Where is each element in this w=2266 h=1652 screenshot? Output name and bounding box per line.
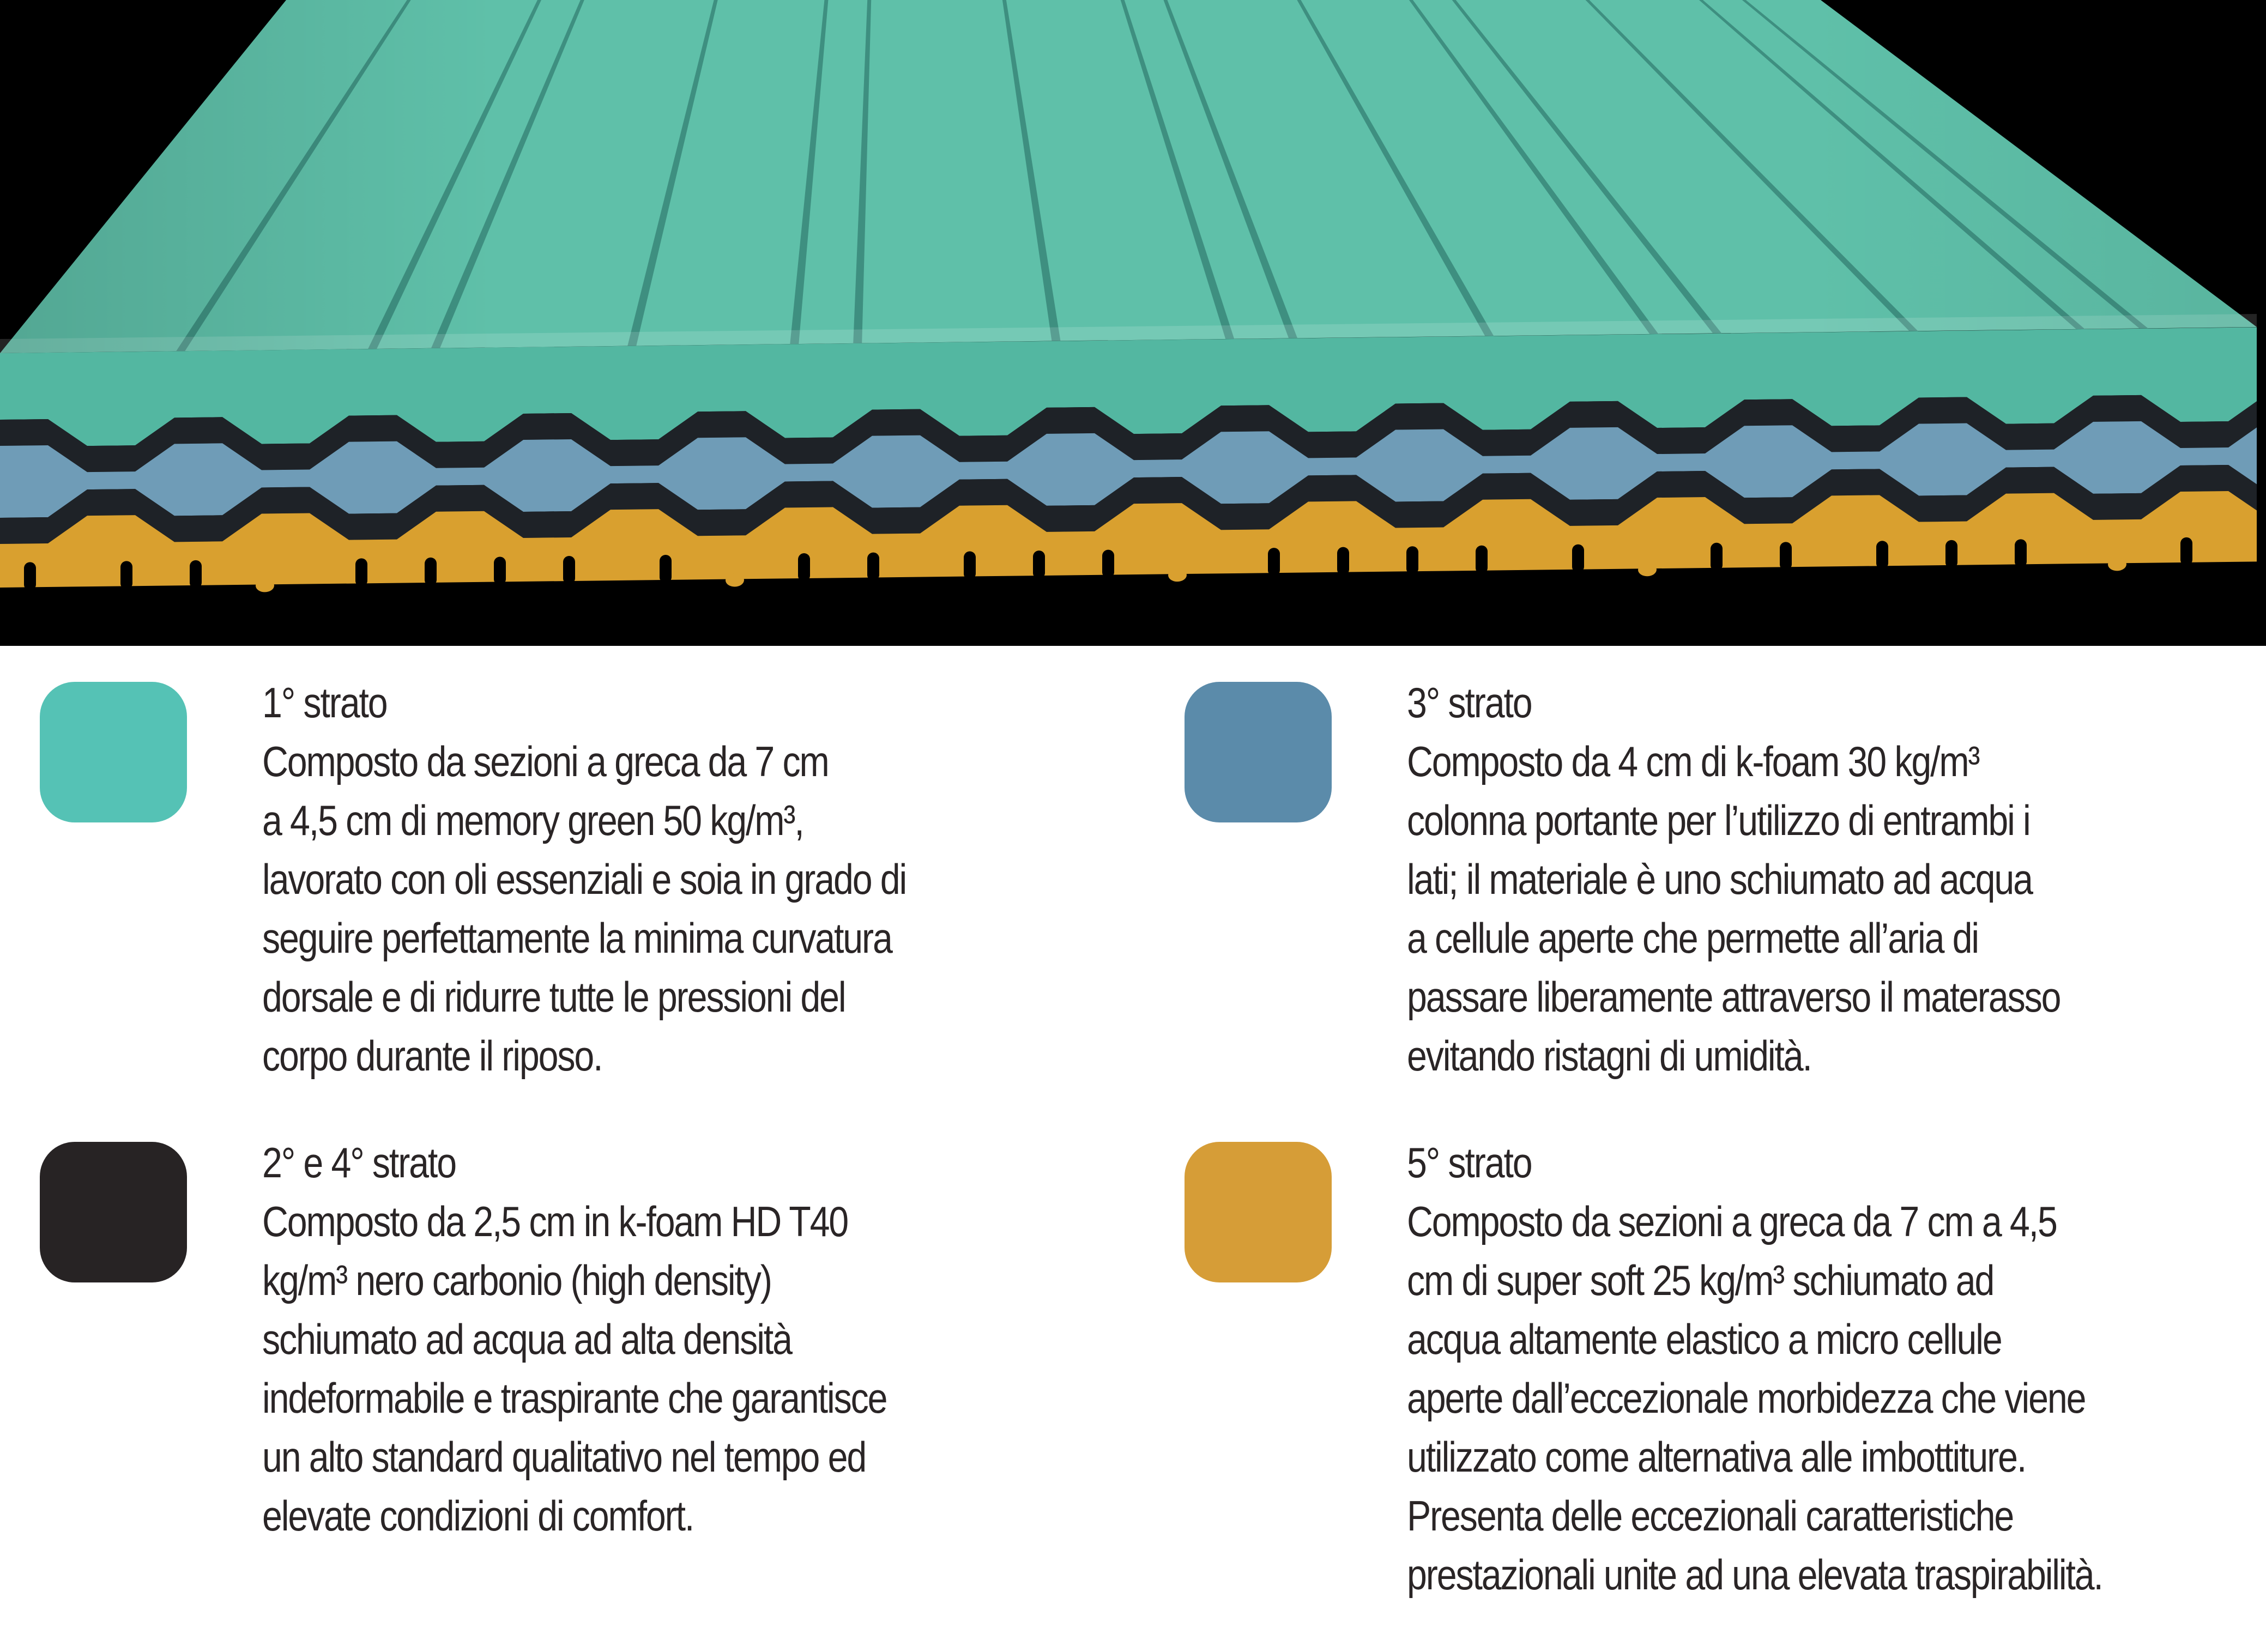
text-line: un alto standard qualitativo nel tempo ed [262,1433,866,1481]
legend-item-title: 3° strato [1407,679,1532,727]
text-line: Composto da 4 cm di k-foam 30 kg/m³ [1407,737,1979,785]
text-line: seguire perfettamente la minima curvatura [262,914,892,962]
mattress-hero [0,0,2266,646]
text-line: passare liberamente attraverso il materasso [1407,973,2060,1021]
text-line: Composto da sezioni a greca da 7 cm a 4,5 [1407,1197,2057,1245]
text-line: prestazionali unite ad una elevata traspirabilità. [1407,1551,2102,1599]
legend-text-strato-2-4 [262,1133,886,1545]
text-line: schiumato ad acqua ad alta densità [262,1315,791,1363]
text-line: acqua altamente elastico a micro cellule [1407,1315,2002,1363]
text-line: Composto da 2,5 cm in k-foam HD T40 [262,1197,848,1245]
text-line: evitando ristagni di umidità. [1407,1032,1811,1080]
text-line: indeformabile e traspirante che garantisce [262,1374,887,1422]
swatch-strato-2-4 [40,1142,187,1282]
text-line: kg/m³ nero carbonio (high density) [262,1256,771,1304]
text-line: a 4,5 cm di memory green 50 kg/m³, [262,796,803,844]
text-line: corpo durante il riposo. [262,1032,602,1080]
swatch-strato-5 [1185,1142,1332,1282]
legend-text-strato-3 [1407,673,2060,1085]
legend [0,646,2266,1652]
legend-text-strato-5 [1407,1133,2102,1604]
text-line: elevate condizioni di comfort. [262,1492,694,1540]
legend-item-title: 2° e 4° strato [262,1139,456,1187]
mattress-illustration [0,0,2266,646]
legend-item-strato-3 [1185,679,2060,1080]
text-line: Presenta delle eccezionali caratteristiche [1407,1492,2014,1540]
text-line: utilizzato come alternativa alle imbottiture. [1407,1433,2026,1481]
swatch-strato-3 [1185,682,1332,822]
text-line: Composto da sezioni a greca da 7 cm [262,737,829,785]
text-line: dorsale e di ridurre tutte le pressioni del [262,973,845,1021]
legend-item-title: 1° strato [262,679,387,727]
text-line: aperte dall’eccezionale morbidezza che viene [1407,1374,2086,1422]
swatch-strato-1 [40,682,187,822]
text-line: colonna portante per l’utilizzo di entrambi i [1407,796,2030,844]
legend-item-strato-2-4 [40,1139,887,1540]
text-line: lavorato con oli essenziali e soia in grado di [262,855,907,903]
text-line: cm di super soft 25 kg/m³ schiumato ad [1407,1256,1994,1304]
legend-item-strato-5 [1185,1139,2102,1599]
legend-text-strato-1 [262,673,906,1085]
legend-item-title: 5° strato [1407,1139,1532,1187]
text-line: a cellule aperte che permette all’aria di [1407,914,1978,962]
legend-item-strato-1 [40,679,907,1080]
text-line: lati; il materiale è uno schiumato ad acqua [1407,855,2032,903]
